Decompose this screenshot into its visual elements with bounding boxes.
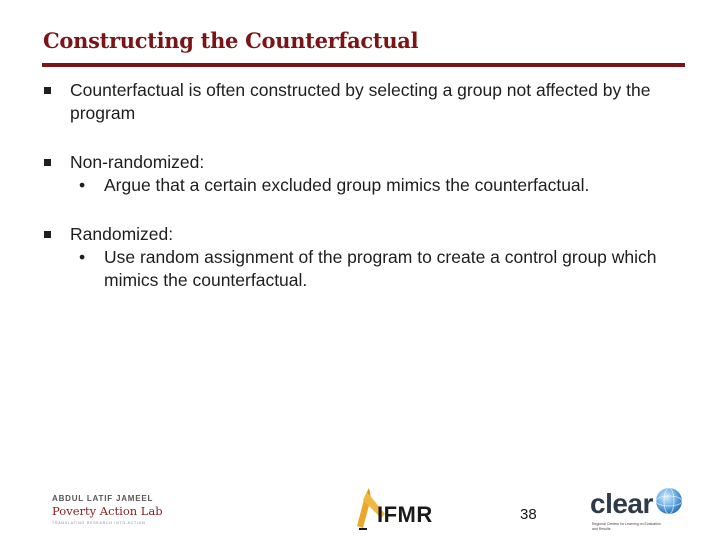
bullet-item [42,79,692,125]
jpal-logo [52,494,163,530]
ifmr-logo-text: IFMR [377,502,433,527]
clear-logo-text: clear [590,488,653,519]
jpal-logo-line2: Poverty Action Lab [52,504,163,518]
sub-bullet-text: Argue that a certain excluded group mimics the counterfactual. [104,175,590,195]
slide-content [42,79,692,318]
jpal-logo-line3: TRANSLATING RESEARCH INTO ACTION [52,521,146,525]
page-number: 38 [520,506,537,523]
jpal-logo-line1: ABDUL LATIF JAMEEL [52,494,154,503]
sub-bullet-item [73,246,692,292]
clear-logo [590,486,690,534]
bullet-item [42,223,692,292]
clear-logo-subtitle: Regional Centers for Learning on Evaluation and Results [592,522,661,531]
bullet-item [42,151,692,197]
slide-title: Constructing the Counterfactual [43,28,419,53]
square-bullet-icon [44,231,51,238]
sub-bullet-item [73,174,692,197]
square-bullet-icon [44,159,51,166]
square-bullet-icon [44,87,51,94]
title-rule [42,63,685,67]
bullet-text: Non-randomized: [70,152,205,172]
sub-bullet-text: Use random assignment of the program to create a control group which mimics the counterfactual. [104,247,657,290]
clear-globe-icon [654,486,684,516]
bullet-text: Randomized: [70,224,174,244]
dot-bullet-icon: • [79,175,86,195]
ifmr-logo [355,486,455,532]
dot-bullet-icon: • [79,247,86,267]
bullet-text: Counterfactual is often constructed by selecting a group not affected by the program [70,80,651,123]
